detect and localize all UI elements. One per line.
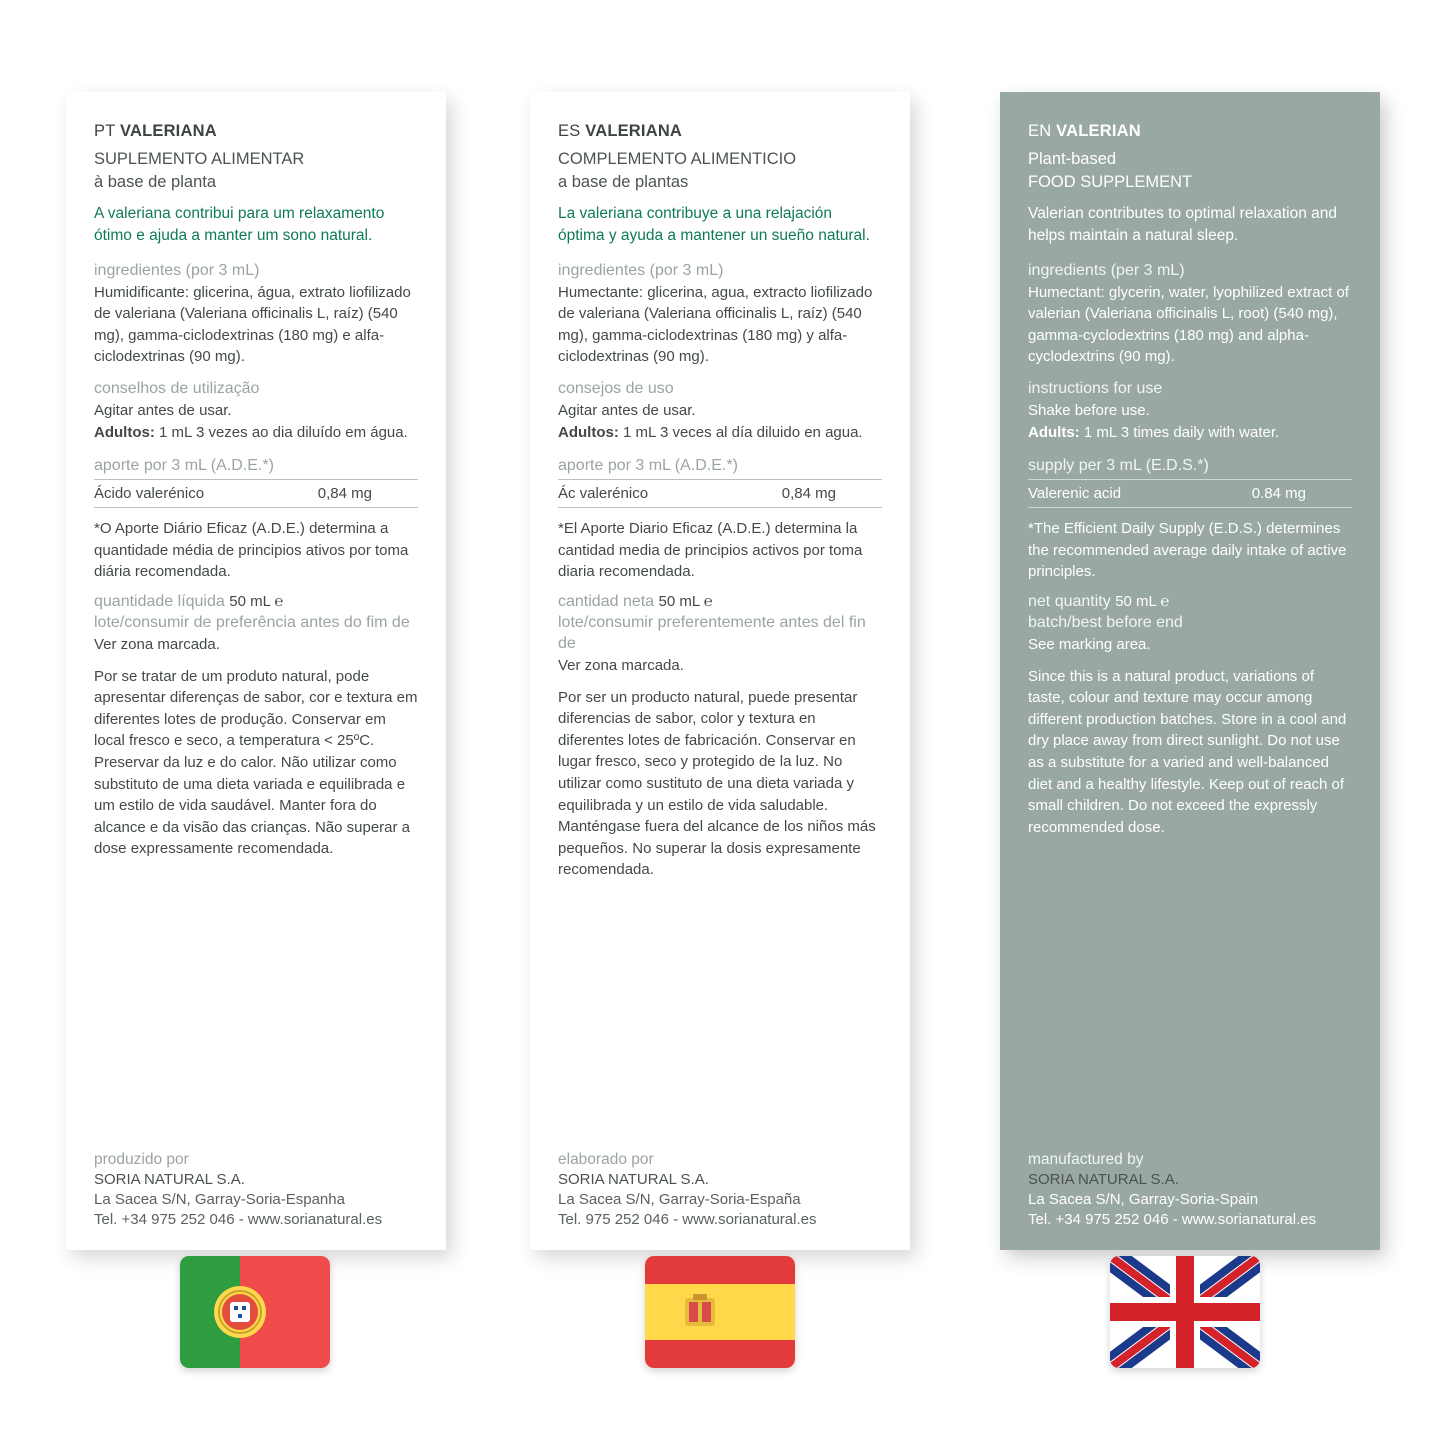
- panel-es-ingredients-heading: ingredientes (por 3 mL): [558, 261, 724, 279]
- panel-pt-product-name: VALERIANA: [119, 122, 217, 140]
- panel-pt-supply-heading: aporte por 3 mL (A.D.E.*): [94, 457, 274, 475]
- panel-es-usage-line1: Agitar antes de usar.: [558, 401, 696, 419]
- panel-es-batch-value: Ver zona marcada.: [558, 657, 684, 675]
- panel-pt-usage-text: [94, 400, 418, 443]
- panel-en-disclaimer: Since this is a natural product, variations of taste, colour and texture may occur among different production batches. Store in a cool and dry place away from direct sunlight. Do not use as a substitute for a varied and well-balanced diet and a healthy lifestyle. Keep out of reach of small children. Do not exceed the expressly recommended dose.: [1028, 667, 1347, 836]
- panel-en-spacer: [1028, 838, 1352, 1150]
- panel-en-subtitle: [1028, 148, 1352, 194]
- panel-es-disclaimer: Por ser un producto natural, puede presentar diferencias de sabor, color y textura en diferentes lotes de fabricación. Conservar en lugar fresco, seco y protegido de la luz. No utilizar como sustituto de una dieta variada y equilibrada y un estilo de vida saludable. Manténgase fuera del alcance de los niños más pequeños. No superar la dosis expresamente recomendada.: [558, 688, 876, 879]
- label-panel-es: [530, 92, 910, 1250]
- panel-es-maker-label: elaborado por: [558, 1150, 654, 1168]
- panel-es-product-name: VALERIANA: [585, 122, 683, 140]
- panel-en-subtitle-line2: FOOD SUPPLEMENT: [1028, 172, 1193, 191]
- panel-pt-disclaimer: Por se tratar de um produto natural, pode apresentar diferenças de sabor, cor e textura em diferentes lotes de produção. Conservar em local fresco e seco, a temperatura < 25ºC. Preservar da luz e do calor. Não utilizar como substituto de uma dieta variada e equilibrada e um estilo de vida saudável. Manter fora do alcance e da visão das crianças. Não superar a dose expressamente recomendada.: [94, 667, 418, 858]
- panel-es-usage-text: [558, 400, 882, 443]
- panel-pt-title: [94, 122, 418, 141]
- panel-en-ingredients-text: Humectant: glycerin, water, lyophilized extract of valerian (Valeriana officinalis L, root) (540 mg), gamma-cyclodextrins (180 mg) and alpha-cyclodextrins (90 mg).: [1028, 283, 1349, 366]
- panel-pt-usage-heading: conselhos de utilização: [94, 379, 260, 397]
- panel-en-maker-name: SORIA NATURAL S.A.: [1028, 1170, 1179, 1188]
- panel-es-subtitle-line2: a base de plantas: [558, 172, 689, 191]
- panel-pt-supply-value: 0,84 mg: [317, 485, 372, 503]
- label-panel-pt: [66, 92, 446, 1250]
- panel-pt-batch-label: lote/consumir de preferência antes do fim de: [94, 613, 410, 631]
- panel-pt-spacer: [94, 860, 418, 1151]
- panel-en-net-quantity: [1028, 593, 1352, 611]
- label-panel-en: [1000, 92, 1380, 1250]
- panel-es-usage-line2: 1 mL 3 veces al día diluido en agua.: [623, 423, 863, 441]
- panel-en-health-claim: Valerian contributes to optimal relaxation and helps maintain a natural sleep.: [1028, 204, 1338, 244]
- panel-es-supply-value: 0,84 mg: [781, 485, 836, 503]
- panel-es-maker-contact[interactable]: Tel. 975 252 046 - www.sorianatural.es: [558, 1210, 817, 1228]
- panel-es-batch-label: lote/consumir preferentemente antes del fin de: [558, 613, 866, 652]
- panel-es-maker-address: La Sacea S/N, Garray-Soria-España: [558, 1190, 801, 1208]
- panel-pt-net-quantity-value: 50 mL ℮: [229, 592, 284, 610]
- panel-pt-maker-block: [94, 1170, 418, 1230]
- panel-pt-subtitle-line1: SUPLEMENTO ALIMENTAR: [94, 150, 305, 168]
- panel-es-supply-heading: aporte por 3 mL (A.D.E.*): [558, 457, 738, 475]
- panel-en-ingredients-heading: ingredients (per 3 mL): [1028, 261, 1185, 279]
- panel-es-lang-code: ES: [558, 122, 581, 140]
- panel-en-lang-code: EN: [1028, 122, 1052, 140]
- panel-en-supply-item: Valerenic acid: [1028, 485, 1122, 503]
- panel-en-footnote: *The Efficient Daily Supply (E.D.S.) determines the recommended average daily intake of active principles.: [1028, 520, 1347, 581]
- panel-en-usage-text: [1028, 400, 1352, 443]
- panel-en-net-quantity-value: 50 mL ℮: [1115, 592, 1170, 610]
- spain-flag-icon: [645, 1256, 795, 1368]
- panel-es-maker-name: SORIA NATURAL S.A.: [558, 1170, 709, 1188]
- panel-pt-supply-row: [94, 479, 418, 508]
- panel-pt-usage-label: Adultos:: [94, 423, 155, 441]
- panel-es-subtitle-line1: COMPLEMENTO ALIMENTICIO: [558, 150, 797, 168]
- panel-es-usage-label: Adultos:: [558, 423, 619, 441]
- panel-en-supply-value: 0.84 mg: [1251, 485, 1306, 503]
- panel-pt-batch-value: Ver zona marcada.: [94, 635, 220, 653]
- panel-en-usage-line1: Shake before use.: [1028, 401, 1150, 419]
- uk-flag-icon: [1110, 1256, 1260, 1368]
- panel-pt-subtitle: [94, 148, 418, 194]
- panel-en-supply-heading: supply per 3 mL (E.D.S.*): [1028, 457, 1209, 475]
- panel-en-usage-heading: instructions for use: [1028, 379, 1163, 397]
- panel-en-supply-row: [1028, 479, 1352, 508]
- panel-es-net-quantity-value: 50 mL ℮: [658, 592, 713, 610]
- panel-es-footnote: *El Aporte Diario Eficaz (A.D.E.) determina la cantidad media de principios activos por toma diaria recomendada.: [558, 520, 863, 581]
- panel-en-product-name: VALERIAN: [1056, 122, 1141, 140]
- panel-pt-maker-address: La Sacea S/N, Garray-Soria-Espanha: [94, 1190, 345, 1208]
- panel-pt-health-claim: A valeriana contribui para um relaxamento ótimo e ajuda a manter um sono natural.: [94, 204, 385, 244]
- panel-pt-maker-name: SORIA NATURAL S.A.: [94, 1170, 245, 1188]
- panel-es-net-quantity: [558, 593, 882, 611]
- panel-es-supply-item: Ác valerénico: [558, 485, 649, 503]
- panel-en-maker-label: manufactured by: [1028, 1150, 1144, 1168]
- panel-es-spacer: [558, 881, 882, 1151]
- panel-en-maker-block: [1028, 1170, 1352, 1230]
- panel-en-title: [1028, 122, 1352, 141]
- panel-pt-net-quantity: [94, 593, 418, 611]
- panel-en-usage-label: Adults:: [1028, 423, 1080, 441]
- panel-en-subtitle-line1: Plant-based: [1028, 150, 1117, 168]
- panel-pt-subtitle-line2: à base de planta: [94, 172, 217, 191]
- panel-es-maker-block: [558, 1170, 882, 1230]
- portugal-flag-icon: [180, 1256, 330, 1368]
- panel-es-health-claim: La valeriana contribuye a una relajación óptima y ayuda a mantener un sueño natural.: [558, 204, 870, 244]
- panel-pt-footnote: *O Aporte Diário Eficaz (A.D.E.) determina a quantidade média de principios ativos por toma diária recomendada.: [94, 520, 409, 581]
- panel-en-maker-address: La Sacea S/N, Garray-Soria-Spain: [1028, 1190, 1259, 1208]
- panel-es-usage-heading: consejos de uso: [558, 379, 674, 397]
- panel-pt-lang-code: PT: [94, 122, 116, 140]
- panel-es-supply-row: [558, 479, 882, 508]
- panel-pt-net-quantity-label: quantidade líquida: [94, 592, 225, 610]
- panel-es-title: [558, 122, 882, 141]
- panel-pt-maker-contact[interactable]: Tel. +34 975 252 046 - www.sorianatural.es: [94, 1210, 383, 1228]
- panel-en-usage-line2: 1 mL 3 times daily with water.: [1083, 423, 1280, 441]
- panel-pt-ingredients-text: Humidificante: glicerina, água, extrato liofilizado de valeriana (Valeriana officinalis L, raíz) (540 mg), gamma-ciclodextrinas (180 mg) e alfa- ciclodextrinas (90 mg).: [94, 283, 411, 366]
- panel-es-ingredients-text: Humectante: glicerina, agua, extracto liofilizado de valeriana (Valeriana officinalis L, raíz) (540 mg), gamma-ciclodextrinas (180 mg) y alfa-ciclodextrinas (90 mg).: [558, 283, 873, 366]
- panel-pt-supply-item: Ácido valerénico: [94, 485, 205, 503]
- panel-es-subtitle: [558, 148, 882, 194]
- panel-pt-usage-line1: Agitar antes de usar.: [94, 401, 232, 419]
- panel-en-net-quantity-label: net quantity: [1028, 592, 1111, 610]
- panel-es-net-quantity-label: cantidad neta: [558, 592, 655, 610]
- panel-pt-maker-label: produzido por: [94, 1150, 189, 1168]
- panel-pt-usage-line2: 1 mL 3 vezes ao dia diluído em água.: [159, 423, 408, 441]
- panel-en-batch-label: batch/best before end: [1028, 613, 1183, 631]
- panel-en-batch-value: See marking area.: [1028, 635, 1151, 653]
- panel-en-maker-contact[interactable]: Tel. +34 975 252 046 - www.sorianatural.es: [1028, 1210, 1317, 1228]
- panel-pt-ingredients-heading: ingredientes (por 3 mL): [94, 261, 260, 279]
